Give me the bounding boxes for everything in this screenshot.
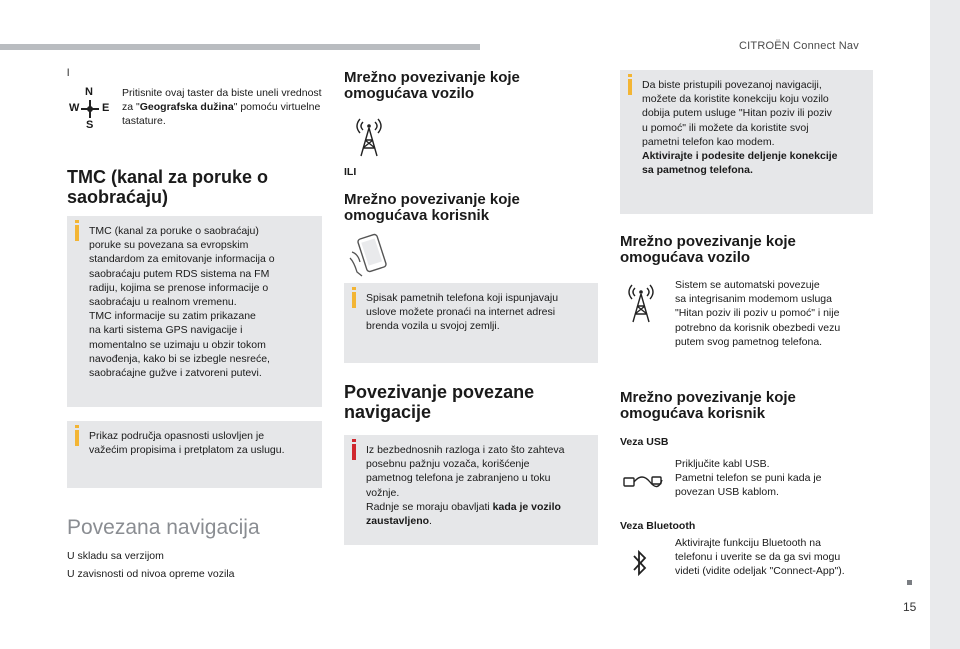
tmc-line: radiju, kojima se prenose informacije o bbox=[89, 281, 269, 294]
version-line: U skladu sa verzijom bbox=[67, 550, 164, 562]
phones-line: Spisak pametnih telefona koji ispunjavaju bbox=[366, 292, 559, 304]
user-connection-heading: Mrežno povezivanje koje omogućava korisnik bbox=[344, 191, 520, 224]
continue-marker bbox=[907, 580, 912, 585]
vehicle-line: Sistem se automatski povezuje bbox=[675, 279, 820, 291]
vehicle-line: potrebno da korisnik obezbedi vezu bbox=[675, 321, 841, 334]
header-bar bbox=[0, 44, 480, 50]
warning-bold: zaustavljeno bbox=[366, 515, 430, 528]
danger-zone-note bbox=[67, 421, 322, 488]
usb-cable-icon bbox=[622, 468, 664, 496]
usb-label: Veza USB bbox=[620, 436, 669, 448]
info-icon bbox=[352, 292, 356, 308]
vehicle-connection-heading: Mrežno povezivanje koje omogućava vozilo bbox=[344, 69, 520, 102]
compass-text-post: " pomoću virtuelne tastature. bbox=[122, 101, 321, 128]
danger-note-text bbox=[89, 429, 312, 457]
warning-line: Iz bezbednosnih razloga i zato što zahteva bbox=[366, 444, 565, 456]
compass-text-bold: Geografska dužina bbox=[139, 101, 234, 114]
or-label: ILI bbox=[344, 166, 357, 178]
bt-line: telefonu i uverite se da ga svi mogu bbox=[675, 551, 841, 564]
bluetooth-icon bbox=[630, 548, 650, 578]
tmc-line: na karti sistema GPS navigacije i bbox=[89, 324, 243, 337]
usb-line: Pametni telefon se puni kada je bbox=[675, 472, 822, 485]
side-strip bbox=[930, 0, 960, 649]
info-bold-line: Aktivirajte i podesite deljenje konekcije bbox=[642, 150, 838, 163]
compass-n: N bbox=[85, 86, 93, 98]
tmc-note-text bbox=[89, 224, 312, 380]
tmc-line: saobraćaju putem RDS sistema na FM bbox=[89, 267, 270, 280]
vehicle-line: putem svog pametnog telefona. bbox=[675, 335, 823, 348]
tmc-line: TMC informacije su zatim prikazane bbox=[89, 310, 256, 323]
compass-w: W bbox=[69, 102, 80, 114]
compass-s: S bbox=[86, 119, 94, 131]
header-title: CITROËN Connect Nav bbox=[739, 40, 859, 52]
info-line: pametni telefon kao modem. bbox=[642, 135, 775, 148]
page-number: 15 bbox=[903, 600, 917, 614]
equipment-line: U zavisnosti od nivoa opreme vozila bbox=[67, 568, 235, 580]
tmc-heading: TMC (kanal za poruke o saobraćaju) bbox=[67, 167, 269, 207]
vehicle-connection-text bbox=[675, 278, 875, 349]
bt-line: Aktivirajte funkciju Bluetooth na bbox=[675, 537, 821, 549]
warning-icon bbox=[352, 444, 356, 460]
info-line: u pomoć" ili možete da koristite svoj bbox=[642, 121, 809, 134]
warning-end: . bbox=[429, 515, 432, 528]
info-line: možete da koristite konekciju koju vozilo bbox=[642, 93, 829, 106]
connected-nav-connection-heading: Povezivanje povezane navigacije bbox=[344, 382, 535, 422]
smartphone-list-note bbox=[344, 283, 598, 363]
warning-line: posebnu pažnju vozača, korišćenje bbox=[366, 458, 530, 471]
antenna-icon bbox=[352, 114, 386, 158]
warning-line: vožnje. bbox=[366, 486, 400, 499]
vehicle-line: sa integrisanim modemom usluga bbox=[675, 293, 832, 306]
info-icon bbox=[75, 430, 79, 446]
tmc-line: momentalno se uzimaju u obzir tokom bbox=[89, 338, 266, 351]
compass-text-pre: Pritisnite ovaj taster da biste uneli vrednost za " bbox=[122, 87, 322, 114]
info-icon bbox=[628, 79, 632, 95]
bullet-marker: l bbox=[67, 67, 70, 79]
bt-line: videti (vidite odeljak "Connect-App"). bbox=[675, 565, 845, 578]
usb-line: Priključite kabl USB. bbox=[675, 458, 770, 470]
usb-text bbox=[675, 457, 875, 500]
tmc-line: standardom za emitovanje informacija o bbox=[89, 253, 275, 266]
tmc-line: saobraćajne gužve i zatvoreni putevi. bbox=[89, 367, 262, 380]
tmc-line: saobraćaju u realnom vremenu. bbox=[89, 296, 237, 309]
phones-line: brenda vozila u svojoj zemlji. bbox=[366, 320, 500, 333]
danger-line: važećim propisima i pretplatom za uslugu. bbox=[89, 444, 285, 457]
bluetooth-label: Veza Bluetooth bbox=[620, 520, 696, 532]
connected-info-text bbox=[642, 78, 863, 177]
tmc-line: poruke su povezana sa evropskim bbox=[89, 239, 249, 252]
tmc-line: TMC (kanal za poruke o saobraćaju) bbox=[89, 225, 259, 237]
danger-line: Prikaz područja opasnosti uslovljen je bbox=[89, 430, 265, 442]
compass-e: E bbox=[102, 102, 110, 114]
antenna-icon bbox=[624, 280, 658, 324]
info-icon bbox=[75, 225, 79, 241]
phones-line: uslove možete pronaći na internet adresi bbox=[366, 306, 556, 319]
info-line: dobija putem usluge "Hitan poziv ili poziv bbox=[642, 107, 832, 120]
user-connection-heading-2: Mrežno povezivanje koje omogućava korisnik bbox=[620, 389, 796, 422]
info-line: Da biste pristupili povezanoj navigaciji, bbox=[642, 79, 822, 91]
warning-text bbox=[366, 443, 588, 528]
connected-nav-info-note bbox=[620, 70, 873, 214]
smartphone-hand-icon bbox=[348, 232, 390, 278]
vehicle-line: "Hitan poziv ili poziv u pomoć" i nije bbox=[675, 307, 840, 320]
info-bold-line: sa pametnog telefona. bbox=[642, 164, 753, 177]
warning-bold: kada je vozilo bbox=[492, 500, 561, 513]
safety-warning-note bbox=[344, 435, 598, 545]
compass-description bbox=[122, 86, 322, 129]
warning-line: pametnog telefona je zabranjeno u toku bbox=[366, 472, 551, 485]
connected-navigation-heading: Povezana navigacija bbox=[67, 516, 260, 539]
tmc-line: navođenja, kako bi se izbegle nesreće, bbox=[89, 352, 270, 365]
usb-line: povezan USB kablom. bbox=[675, 486, 779, 499]
compass-icon bbox=[68, 86, 112, 132]
vehicle-connection-heading-2: Mrežno povezivanje koje omogućava vozilo bbox=[620, 233, 796, 266]
smartphone-note-text bbox=[366, 291, 588, 334]
warning-pre: Radnje se moraju obavljati bbox=[366, 500, 493, 513]
tmc-info-note bbox=[67, 216, 322, 407]
bluetooth-text bbox=[675, 536, 885, 579]
